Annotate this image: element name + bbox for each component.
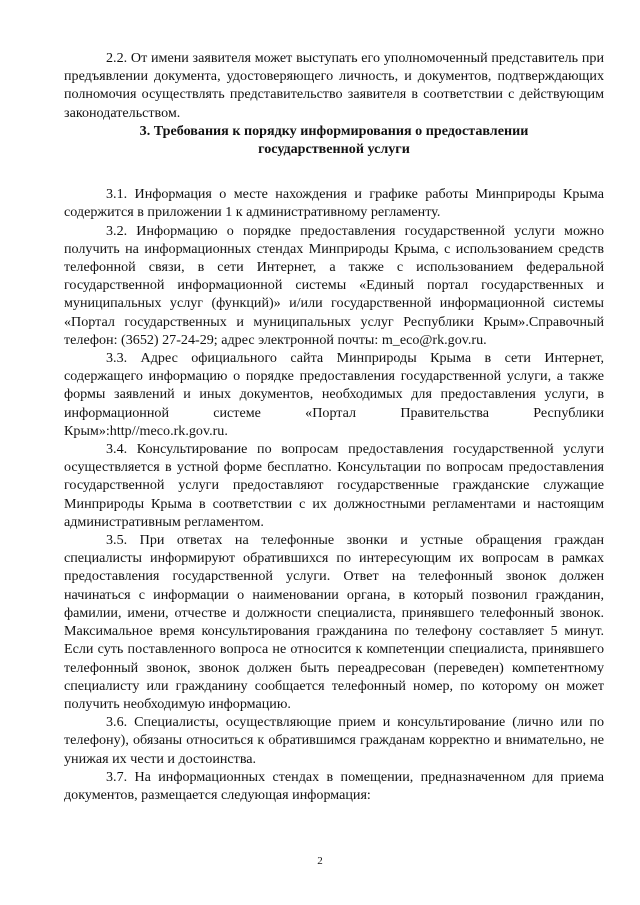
paragraph-2-2: 2.2. От имени заявителя может выступать его уполномоченный представитель при предъявлении документа, удостоверяющего личность, и документов, подтверждающих полномочия осуществлять представительство заявителя в соответствии с действующим законодательством.: [64, 50, 604, 121]
document-body: [64, 49, 604, 804]
section-title: 3. Требования к порядку информирования о предоставлении государственной услуги: [139, 122, 529, 158]
paragraph-3-1: 3.1. Информация о месте нахождения и графике работы Минприроды Крыма содержится в приложении 1 к административному регламенту.: [64, 186, 604, 221]
paragraph-3-2: 3.2. Информацию о порядке предоставления государственной услуги можно получить на информационных стендах Минприроды Крыма, с использованием средств телефонной связи, в сети Интернет, а также с использованием федеральной государственной информационной системы «Единый портал государственных и муниципальных услуг (функций)» и/или государственной информационной системы «Портал государственных и муниципальных услуг Республики Крым».Справочный телефон: (3652) 27-24-29; адрес электронной почты: m_eco@rk.gov.ru.: [64, 222, 604, 348]
page-number: 2: [317, 855, 323, 867]
paragraph-3-6: 3.6. Специалисты, осуществляющие прием и консультирование (лично или по телефону), обязаны относиться к обратившимся гражданам корректно и внимательно, не унижая их чести и достоинства.: [64, 714, 604, 767]
paragraph-3-3: 3.3. Адрес официального сайта Минприроды Крыма в сети Интернет, содержащего информацию о порядке предоставления государственной услуги, а также формы заявлений и иных документов, необходимых для предоставления услуги, в информационной системе «Портал Правительства Республики Крым»:http//meco.rk.gov.ru.: [64, 350, 604, 439]
paragraph-3-5: 3.5. При ответах на телефонные звонки и устные обращения граждан специалисты информируют обратившихся по интересующим их вопросам в рамках предоставления государственной услуги. Ответ на телефонный звонок должен начинаться с информации о наименовании органа, в который позвонил гражданин, фамилии, имени, отчестве и должности специалиста, принявшего телефонный звонок. Максимальное время консультирования гражданина по телефону составляет 5 минут. Если суть поставленного вопроса не относится к компетенции специалиста, принявшего телефонный звонок, звонок должен быть переадресован (переведен) компетентному специалисту или гражданину сообщается телефонный номер, по которому он может получить необходимую информацию.: [64, 532, 604, 712]
paragraph-3-7: 3.7. На информационных стендах в помещении, предназначенном для приема документов, размещается следующая информация:: [64, 768, 604, 803]
paragraph-3-4: 3.4. Консультирование по вопросам предоставления государственной услуги осуществляется в устной форме бесплатно. Консультации по вопросам предоставления государственной услуги предоставляют государственные гражданские служащие Минприроды Крыма в соответствии с их должностными регламентами и настоящим административным регламентом.: [64, 441, 604, 530]
